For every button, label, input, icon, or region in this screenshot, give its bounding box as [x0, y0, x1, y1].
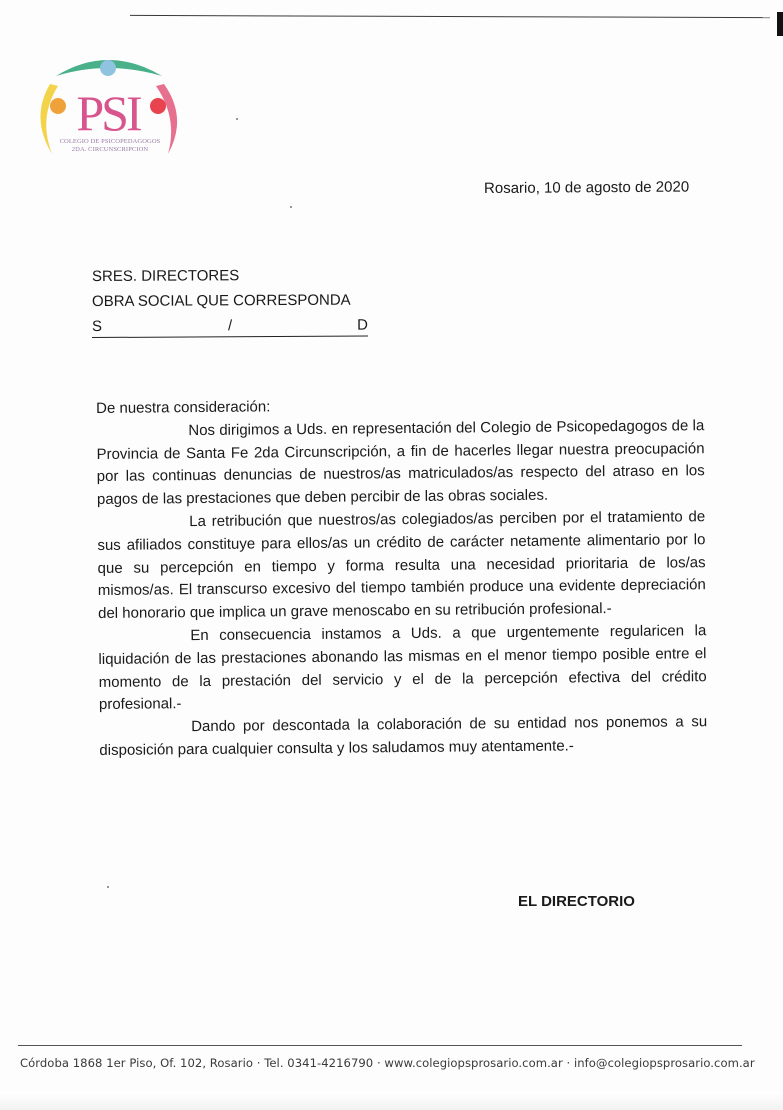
- salutation: De nuestra consideración:: [96, 398, 271, 417]
- recipient-line-2: OBRA SOCIAL QUE CORRESPONDA: [91, 291, 351, 310]
- letter-date: Rosario, 10 de agosto de 2020: [483, 178, 690, 197]
- su-despacho-line: [92, 317, 368, 340]
- paragraph-3: En consecuencia instamos a Uds. a que urgentemente regularicen la liquidación de las prestaciones abonando las mismas en el menor tiempo posible entre el momento de la prestación del servicio y el de la percepción efectiva del crédito profesional.-: [98, 622, 707, 714]
- scan-speck: [290, 206, 292, 208]
- paragraph-1: Nos dirigimos a Uds. en representación del Colegio de Psicopedagogos de la Provincia de Santa Fe 2da Circunscripción, a fin de hacerles llegar nuestra preocupación por las continuas denuncias de nuestros/as matriculados/as respecto del atraso en los pagos de las prestaciones que deben percibir de las obras sociales.: [96, 416, 705, 509]
- paragraph-4: Dando por descontada la colaboración de su entidad nos ponemos a su disposición para cualquier consulta y los saludamos muy atentamente.-: [99, 713, 708, 759]
- svg-text:PSI: PSI: [76, 85, 140, 141]
- signature: EL DIRECTORIO: [518, 893, 635, 910]
- sd-underline: [92, 336, 368, 338]
- sd-d: D: [357, 316, 369, 334]
- footer-contact: Córdoba 1868 1er Piso, Of. 102, Rosario · Tel. 0341-4216790 · www.colegiopsprosario.com.ar · info@colegiopsprosario.com.ar: [20, 1056, 755, 1070]
- footer-divider: [18, 1045, 742, 1046]
- scan-edge-line: [130, 15, 770, 18]
- sd-s: S: [91, 317, 103, 335]
- logo-caption: [46, 138, 174, 154]
- scan-speck: [236, 118, 238, 120]
- logo-caption-line1: COLEGIO DE PSICOPEDAGOGOS: [59, 138, 161, 145]
- scan-speck: [107, 886, 109, 888]
- logo-caption-line2: 2DA. CIRCUNSCRIPCION: [71, 146, 149, 153]
- sd-slash: /: [227, 317, 233, 335]
- scan-edge-mark: [777, 12, 783, 36]
- letter-body: [96, 392, 707, 763]
- recipient-line-1: SRES. DIRECTORES: [91, 267, 240, 285]
- paragraph-2: La retribución que nuestros/as colegiados/as perciben por el tratamiento de sus afiliados constituye para ellos/as un crédito de carácter netamente alimentario por lo que su percepción en tiempo y forma resulta una necesidad prioritaria de los/as mismos/as. El transcurso excesivo del tiempo también produce una evidente depreciación del honorario que implica un grave menoscabo en su retribución profesional.-: [97, 508, 706, 623]
- scan-bottom-edge: [0, 1092, 783, 1110]
